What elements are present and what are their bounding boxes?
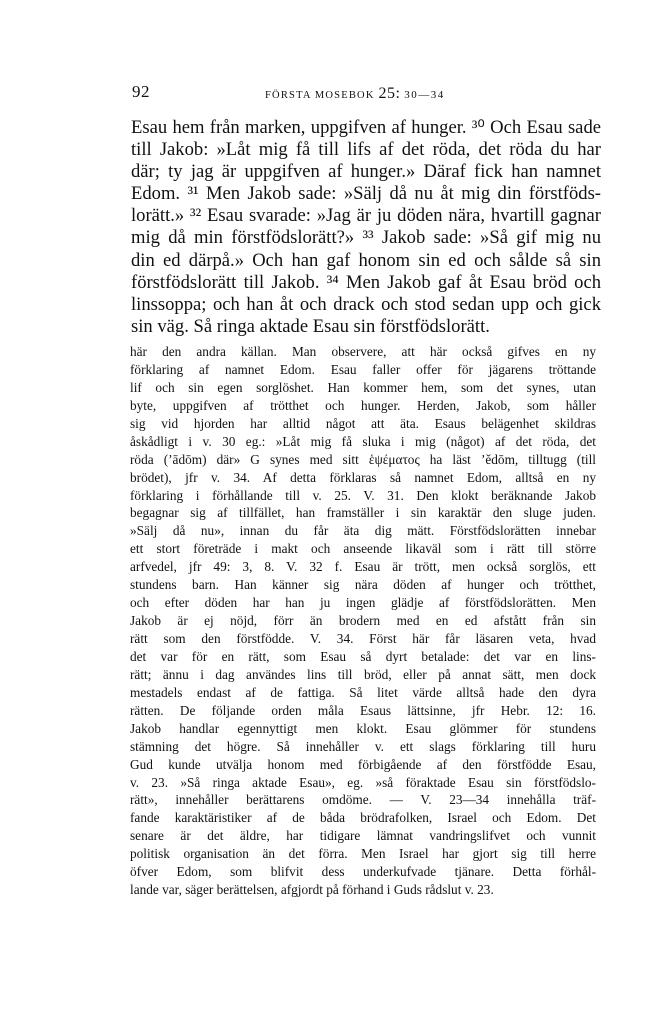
verse-range: 30—34 xyxy=(404,89,445,101)
commentary-line: rätten. De följande orden måla Esaus lättsinne, jfr Hebr. 12: 16. xyxy=(130,702,596,718)
scripture-line: sin väg. Så ringa aktade Esau sin förstfödslorätt. xyxy=(131,315,490,337)
scripture-line: förstfödslorätt till Jakob. ³⁴ Men Jakob gaf åt Esau bröd och xyxy=(131,271,601,293)
commentary-line: sig vid hjorden har alltid något att äta. Esaus belägenhet skildras xyxy=(130,415,596,431)
commentary-line: Gud kunde utvälja honom med förbigående af den förstfödde Esau, xyxy=(130,756,596,772)
commentary-line: röda (ʼādōm) där» G synes med sitt ἑψέματος ha läst ʼědōm, tilltugg (till xyxy=(130,451,596,467)
commentary-line: åskådligt i v. 30 eg.: »Låt mig få sluka i mig (något) af det röda, det xyxy=(130,433,596,449)
commentary-line: byte, uppgifven af trötthet och hunger. Herden, Jakob, som håller xyxy=(130,397,596,413)
commentary-text xyxy=(130,343,596,899)
commentary-line: rätt», innehåller berättarens omdöme. — V. 23—34 innehålla träf- xyxy=(130,792,596,808)
commentary-line: öfver Edom, som blifvit dess underkufvade tjänare. Detta förhål- xyxy=(130,864,596,880)
commentary-line: förklaring i förhållande till v. 25. V. 31. Den klokt beräknande Jakob xyxy=(130,487,596,503)
commentary-line: politisk organisation än det förra. Men Israel har gjort sig till herre xyxy=(130,846,596,862)
chapter-reference: 25: xyxy=(378,85,401,102)
commentary-line: arfvedel, jfr 49: 3, 8. V. 32 f. Esau är trött, men också sorglös, ett xyxy=(130,559,596,575)
commentary-line: förklaring af namnet Edom. Esau faller offer för jägarens tröttande xyxy=(130,361,596,377)
commentary-line: »Sälj då nu», innan du får äta dig mätt. Förstfödslorätten innebar xyxy=(130,523,596,539)
scripture-line: till Jakob: »Låt mig få till lifs af det röda, det röda du har xyxy=(131,139,601,161)
commentary-line: rätt som den förstfödde. V. 34. Först här får läsaren veta, hvad xyxy=(130,631,596,646)
commentary-line: lif och sin egen sorglöshet. Han kommer hem, som det synes, utan xyxy=(130,379,596,395)
scripture-line: lorätt.» ³² Esau svarade: »Jag är ju döden nära, hvartill gagnar xyxy=(131,205,601,227)
scripture-line: där; ty jag är uppgifven af hunger.» Däraf fick han namnet xyxy=(131,161,601,183)
scripture-line: Esau hem från marken, uppgifven af hunger. ³⁰ Och Esau sade xyxy=(131,117,601,138)
commentary-line: rätt; ännu i dag användes lins till bröd, eller på annat sätt, men dock xyxy=(130,666,596,682)
page-header xyxy=(132,82,598,104)
scripture-line: din ed därpå.» Och han gaf honom sin ed och sålde så sin xyxy=(131,249,601,271)
scripture-line: mig då min förstfödslorätt?» ³³ Jakob sade: »Så gif mig nu xyxy=(131,227,601,249)
commentary-line: begagnar sig af tillfället, han framställer i sin karaktär den sluge juden. xyxy=(130,505,596,521)
commentary-line: lande var, säger berättelsen, afgjordt på förhand i Guds rådslut v. 23. xyxy=(130,882,494,898)
book-title: FÖRSTA MOSEBOK xyxy=(265,90,375,101)
commentary-line: senare är det äldre, har tidigare lämnat vandringslifvet och vunnit xyxy=(130,828,596,844)
page-number: 92 xyxy=(132,82,150,101)
commentary-line: v. 23. »Så ringa aktade Esau», eg. »så föraktade Esau sin förstfödslo- xyxy=(130,774,596,790)
commentary-line: det var för en rätt, som Esau så dyrt betalade: det var en lins- xyxy=(130,648,596,664)
commentary-line: stämning det högre. Så innehåller v. ett slags förklaring till huru xyxy=(130,738,596,754)
running-head xyxy=(265,85,445,103)
commentary-line: fande karaktäristiker af de båda brödrafolken, Israel och Edom. Det xyxy=(130,810,596,826)
scripture-line: linssoppa; och han åt och drack och stod sedan upp och gick xyxy=(131,293,601,315)
commentary-line: brödet), jfr v. 34. Af detta förklaras så namnet Edom, alltså en ny xyxy=(130,469,596,485)
scripture-text xyxy=(131,117,601,338)
commentary-line: Jakob handlar egennyttigt men klokt. Esau glömmer för stundens xyxy=(130,720,596,736)
commentary-line: ett stort företräde i makt och anseende likaväl som i rätt till större xyxy=(130,541,596,557)
commentary-line: Jakob är ej nöjd, förr än brodern med en ed afstått från sin xyxy=(130,613,596,629)
commentary-line: stundens barn. Han känner sig nära döden af hunger och trötthet, xyxy=(130,577,596,593)
scripture-line: Edom. ³¹ Men Jakob sade: »Sälj då nu åt mig din förstföds- xyxy=(131,183,601,205)
commentary-line: och efter döden har han ju ingen glädje af förstfödslorätten. Men xyxy=(130,595,596,611)
commentary-line: här den andra källan. Man observere, att här också gifves en ny xyxy=(130,344,596,359)
commentary-line: mestadels endast af de fattiga. Så litet värde alltså hade den dyra xyxy=(130,684,596,700)
